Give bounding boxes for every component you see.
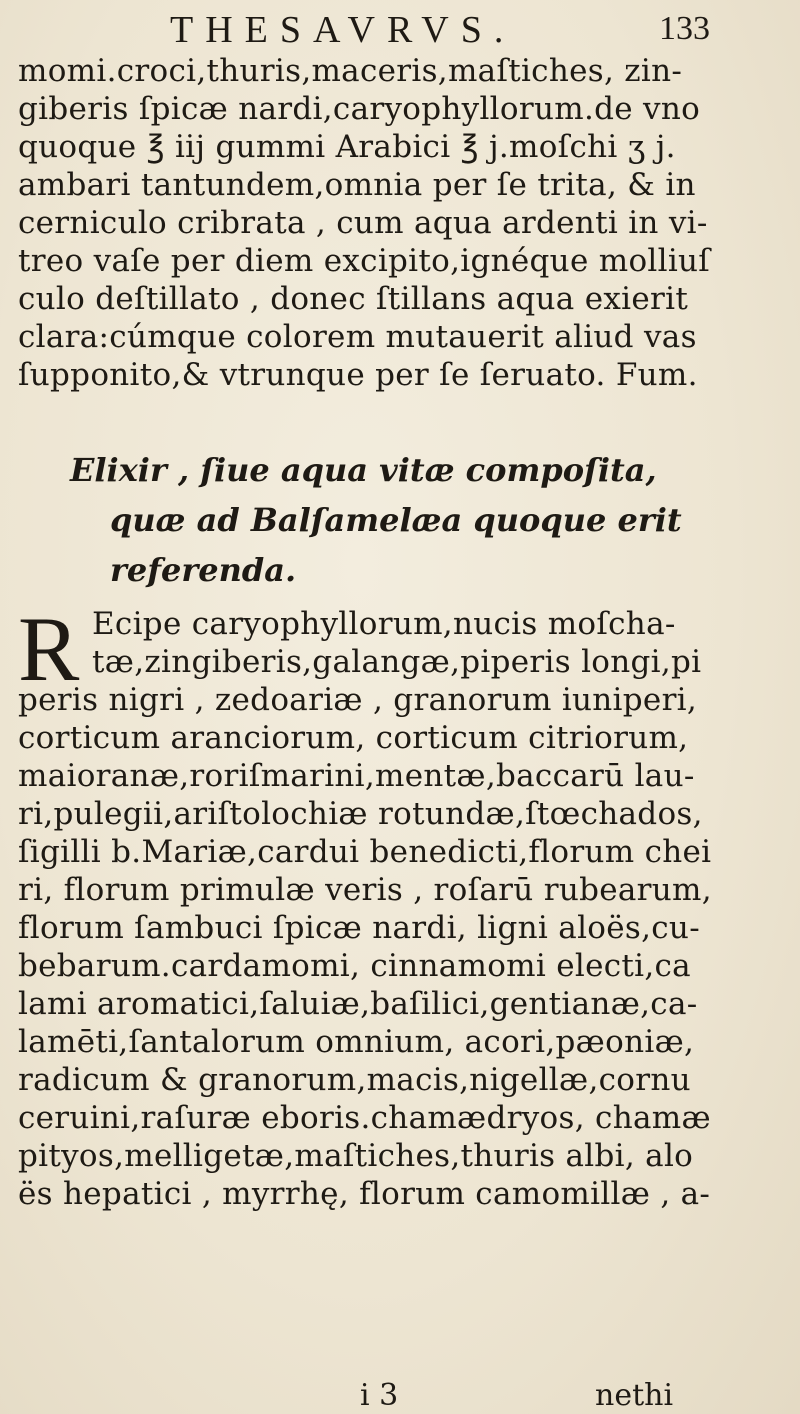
text-line: giberis ſpicæ nardi,caryophyllorum.de vno bbox=[18, 91, 701, 127]
text-line: ri, florum primulæ veris , roſarū rubearum, bbox=[18, 872, 712, 908]
text-line: ri,pulegii,ariſtolochiæ rotundæ,ſtœchados, bbox=[18, 796, 703, 832]
text-line: lamēti,ſantalorum omnium, acori,pæoniæ, bbox=[18, 1024, 695, 1060]
text-line: ceruini,raſuræ eboris.chamædryos, chamæ bbox=[18, 1100, 711, 1136]
text-line: momi.croci,thuris,maceris,maſtiches, zin- bbox=[18, 53, 683, 89]
text-line: radicum & granorum,macis,nigellæ,cornu bbox=[18, 1062, 691, 1098]
text-line: ës hepatici , myrrhę, florum camomillæ , a- bbox=[18, 1176, 711, 1212]
page-footer bbox=[0, 1378, 800, 1412]
text-line: ſupponito,& vtrunque per ſe ſeruato. Fum. bbox=[18, 357, 698, 393]
catchword: nethi bbox=[595, 1378, 674, 1413]
text-line: clara:cúmque colorem mutauerit aliud vas bbox=[18, 319, 697, 355]
drop-cap: R bbox=[18, 598, 80, 700]
text-line: peris nigri , zedoariæ , granorum iuniperi, bbox=[18, 682, 698, 718]
text-line: maioranæ,roriſmarini,mentæ,baccarū lau- bbox=[18, 758, 695, 794]
text-line: pityos,melligetæ,maſtiches,thuris albi, alo bbox=[18, 1138, 694, 1174]
text-line: quoque ℥ iij gummi Arabici ℥ j.moſchi ʒ j. bbox=[18, 129, 676, 165]
heading-line: Elixir , ſiue aqua vitæ compoſita, bbox=[70, 451, 657, 489]
signature-mark: i 3 bbox=[360, 1378, 399, 1413]
text-line: tæ,zingiberis,galangæ,piperis longi,pi bbox=[92, 644, 702, 680]
text-line: ambari tantundem,omnia per ſe trita, & in bbox=[18, 167, 696, 203]
running-head: THESAVRVS. bbox=[170, 9, 516, 51]
page-header bbox=[170, 8, 730, 54]
text-line: Ecipe caryophyllorum,nucis moſcha- bbox=[92, 606, 676, 642]
section-heading bbox=[40, 445, 700, 595]
text-line: florum ſambuci ſpicæ nardi, ligni aloës,cu- bbox=[18, 910, 700, 946]
page-number: 133 bbox=[659, 10, 710, 47]
text-line: corticum aranciorum, corticum citriorum, bbox=[18, 720, 689, 756]
heading-line: quæ ad Balſamelæa quoque erit bbox=[110, 501, 682, 539]
paragraph-1 bbox=[18, 52, 711, 394]
heading-line: referenda. bbox=[110, 551, 297, 589]
text-line: lami aromatici,ſaluiæ,baſilici,gentianæ,ca- bbox=[18, 986, 698, 1022]
text-line: culo deſtillato , donec ſtillans aqua exierit bbox=[18, 281, 689, 317]
paragraph-2 bbox=[18, 598, 712, 1213]
text-line: treo vaſe per diem excipito,ignéque molliuſ bbox=[18, 243, 711, 279]
text-line: ſigilli b.Mariæ,cardui benedicti,florum chei bbox=[18, 834, 712, 870]
text-line: bebarum.cardamomi, cinnamomi electi,ca bbox=[18, 948, 691, 984]
text-line: cerniculo cribrata , cum aqua ardenti in vi- bbox=[18, 205, 708, 241]
